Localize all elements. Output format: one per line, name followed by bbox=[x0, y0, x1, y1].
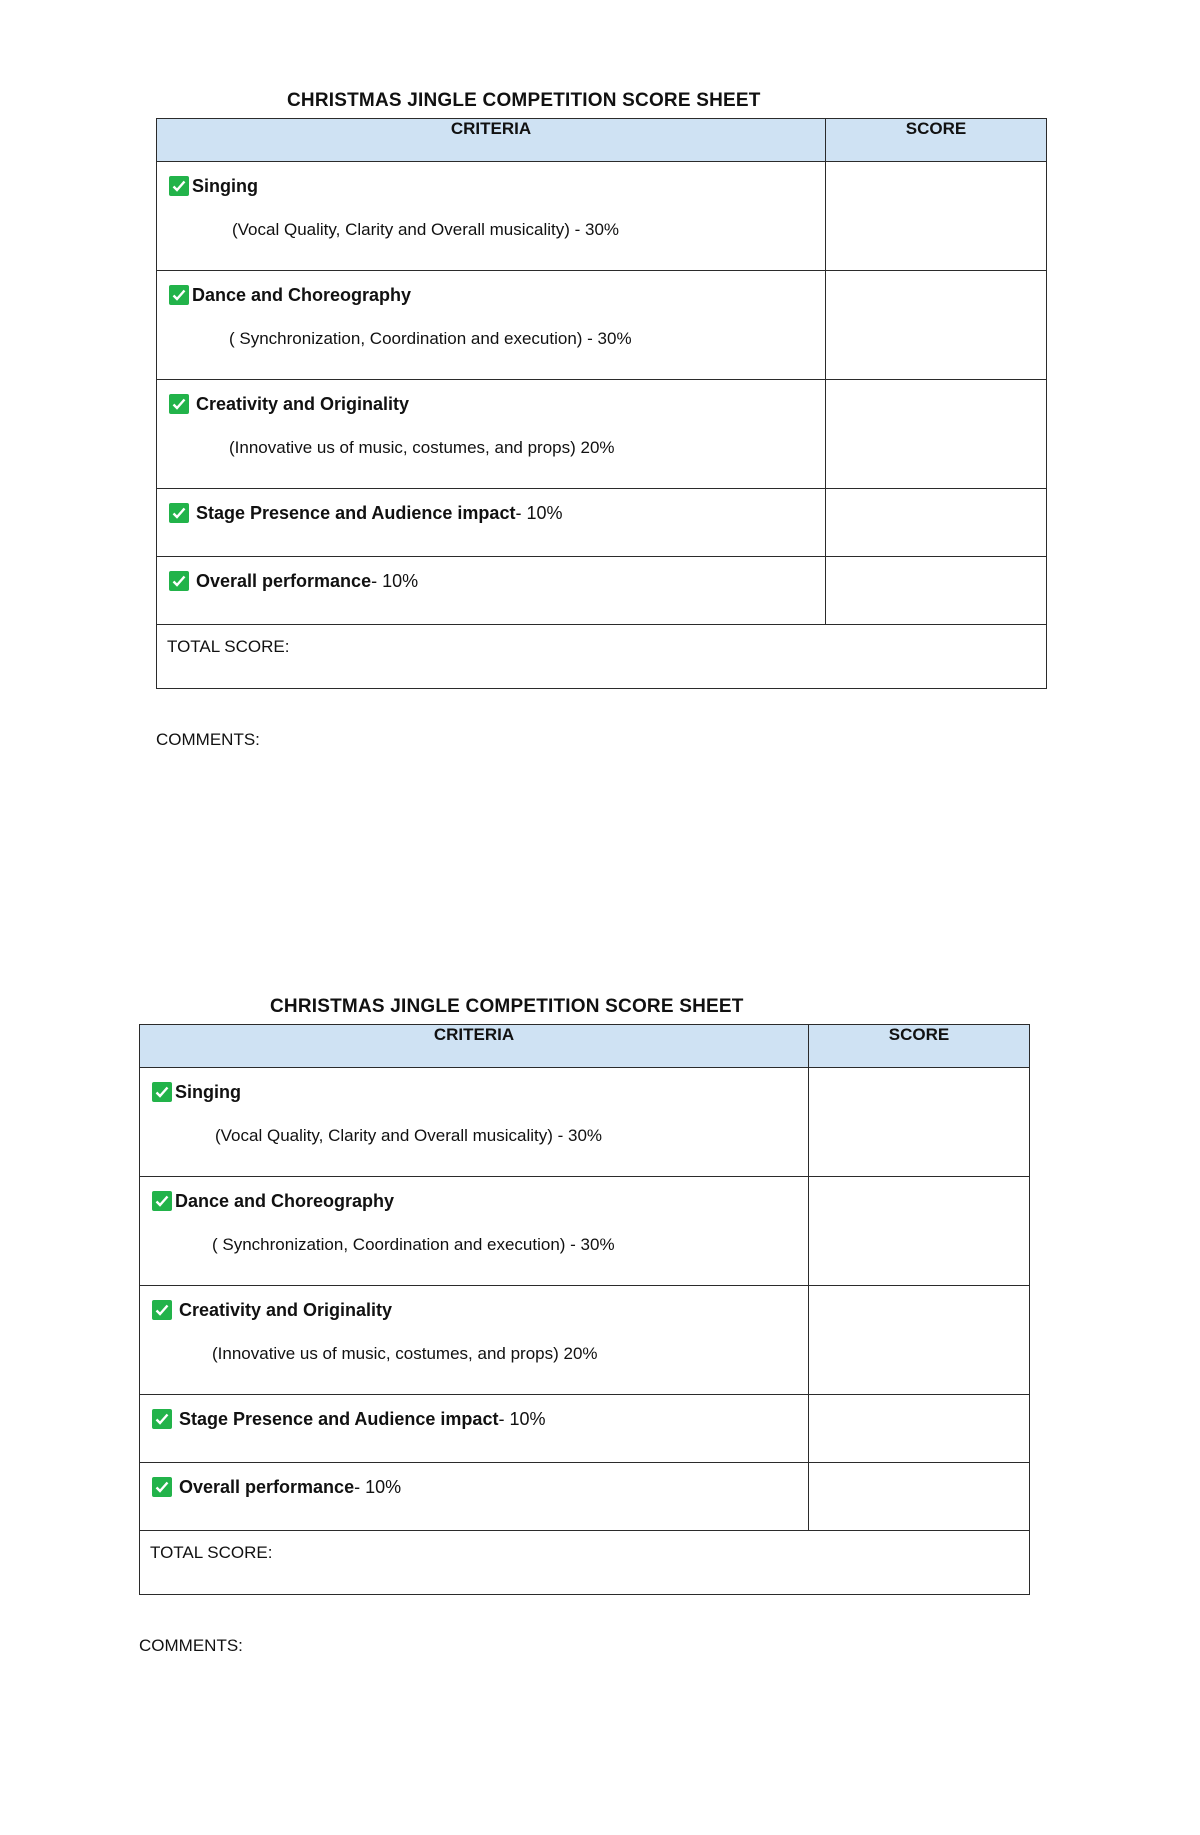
criterion-detail: (Innovative us of music, costumes, and props) 20% bbox=[229, 438, 615, 457]
criterion-cell bbox=[157, 271, 826, 380]
criterion-detail: ( Synchronization, Coordination and execution) - 30% bbox=[212, 1235, 615, 1254]
score-table bbox=[156, 118, 1047, 689]
criteria-header: CRITERIA bbox=[140, 1025, 809, 1068]
total-score-row bbox=[140, 1531, 1030, 1595]
criterion-row-overall bbox=[157, 557, 1047, 625]
check-mark-icon bbox=[152, 1477, 172, 1497]
check-mark-icon bbox=[152, 1409, 172, 1429]
criterion-cell bbox=[157, 489, 826, 557]
score-sheet-1 bbox=[156, 90, 1046, 751]
check-mark-icon bbox=[169, 285, 189, 305]
criterion-cell bbox=[140, 1286, 809, 1395]
score-header: SCORE bbox=[826, 119, 1047, 162]
criterion-row-stage-presence bbox=[140, 1395, 1030, 1463]
criterion-weight: - 10% bbox=[371, 571, 419, 591]
criterion-weight: - 10% bbox=[515, 503, 563, 523]
criterion-label: Overall performance bbox=[196, 571, 372, 591]
score-cell[interactable] bbox=[826, 271, 1047, 380]
criterion-label: Singing bbox=[175, 1082, 241, 1102]
total-score-cell[interactable] bbox=[140, 1531, 1030, 1595]
criterion-row-creativity bbox=[140, 1286, 1030, 1395]
comments-label: COMMENTS: bbox=[156, 730, 260, 749]
criterion-row-singing bbox=[157, 162, 1047, 271]
criterion-row-creativity bbox=[157, 380, 1047, 489]
criterion-row-dance bbox=[140, 1177, 1030, 1286]
score-cell[interactable] bbox=[826, 489, 1047, 557]
criterion-row-dance bbox=[157, 271, 1047, 380]
check-mark-icon bbox=[152, 1082, 172, 1102]
total-score-row bbox=[157, 625, 1047, 689]
criterion-label: Overall performance bbox=[179, 1477, 355, 1497]
table-header-row bbox=[140, 1025, 1030, 1068]
total-score-label: TOTAL SCORE: bbox=[167, 637, 290, 656]
score-cell[interactable] bbox=[809, 1286, 1030, 1395]
total-score-label: TOTAL SCORE: bbox=[150, 1543, 273, 1562]
criterion-label: Dance and Choreography bbox=[192, 285, 412, 305]
score-sheet-2 bbox=[139, 996, 1029, 1657]
criterion-cell bbox=[140, 1395, 809, 1463]
criterion-detail: (Vocal Quality, Clarity and Overall musicality) - 30% bbox=[232, 220, 620, 239]
score-cell[interactable] bbox=[809, 1463, 1030, 1531]
criterion-row-stage-presence bbox=[157, 489, 1047, 557]
table-header-row bbox=[157, 119, 1047, 162]
score-cell[interactable] bbox=[809, 1395, 1030, 1463]
check-mark-icon bbox=[169, 503, 189, 523]
score-header: SCORE bbox=[809, 1025, 1030, 1068]
check-mark-icon bbox=[152, 1300, 172, 1320]
score-cell[interactable] bbox=[826, 380, 1047, 489]
criterion-cell bbox=[157, 380, 826, 489]
score-table bbox=[139, 1024, 1030, 1595]
sheet-title: CHRISTMAS JINGLE COMPETITION SCORE SHEET bbox=[270, 996, 744, 1017]
check-mark-icon bbox=[169, 176, 189, 196]
criterion-cell bbox=[140, 1177, 809, 1286]
criterion-label: Stage Presence and Audience impact bbox=[179, 1409, 499, 1429]
comments-label: COMMENTS: bbox=[139, 1636, 243, 1655]
criteria-header: CRITERIA bbox=[157, 119, 826, 162]
criterion-cell bbox=[157, 557, 826, 625]
criterion-weight: - 10% bbox=[354, 1477, 402, 1497]
score-cell[interactable] bbox=[826, 557, 1047, 625]
check-mark-icon bbox=[152, 1191, 172, 1211]
check-mark-icon bbox=[169, 571, 189, 591]
criterion-label: Singing bbox=[192, 176, 258, 196]
criterion-cell bbox=[157, 162, 826, 271]
criterion-label: Stage Presence and Audience impact bbox=[196, 503, 516, 523]
score-cell[interactable] bbox=[809, 1177, 1030, 1286]
criterion-label: Dance and Choreography bbox=[175, 1191, 395, 1211]
criterion-cell bbox=[140, 1463, 809, 1531]
total-score-cell[interactable] bbox=[157, 625, 1047, 689]
criterion-label: Creativity and Originality bbox=[179, 1300, 393, 1320]
check-mark-icon bbox=[169, 394, 189, 414]
criterion-row-overall bbox=[140, 1463, 1030, 1531]
criterion-detail: ( Synchronization, Coordination and execution) - 30% bbox=[229, 329, 632, 348]
score-cell[interactable] bbox=[826, 162, 1047, 271]
criterion-label: Creativity and Originality bbox=[196, 394, 410, 414]
score-cell[interactable] bbox=[809, 1068, 1030, 1177]
criterion-row-singing bbox=[140, 1068, 1030, 1177]
criterion-detail: (Vocal Quality, Clarity and Overall musicality) - 30% bbox=[215, 1126, 603, 1145]
sheet-title: CHRISTMAS JINGLE COMPETITION SCORE SHEET bbox=[287, 90, 761, 111]
criterion-cell bbox=[140, 1068, 809, 1177]
criterion-detail: (Innovative us of music, costumes, and props) 20% bbox=[212, 1344, 598, 1363]
criterion-weight: - 10% bbox=[498, 1409, 546, 1429]
